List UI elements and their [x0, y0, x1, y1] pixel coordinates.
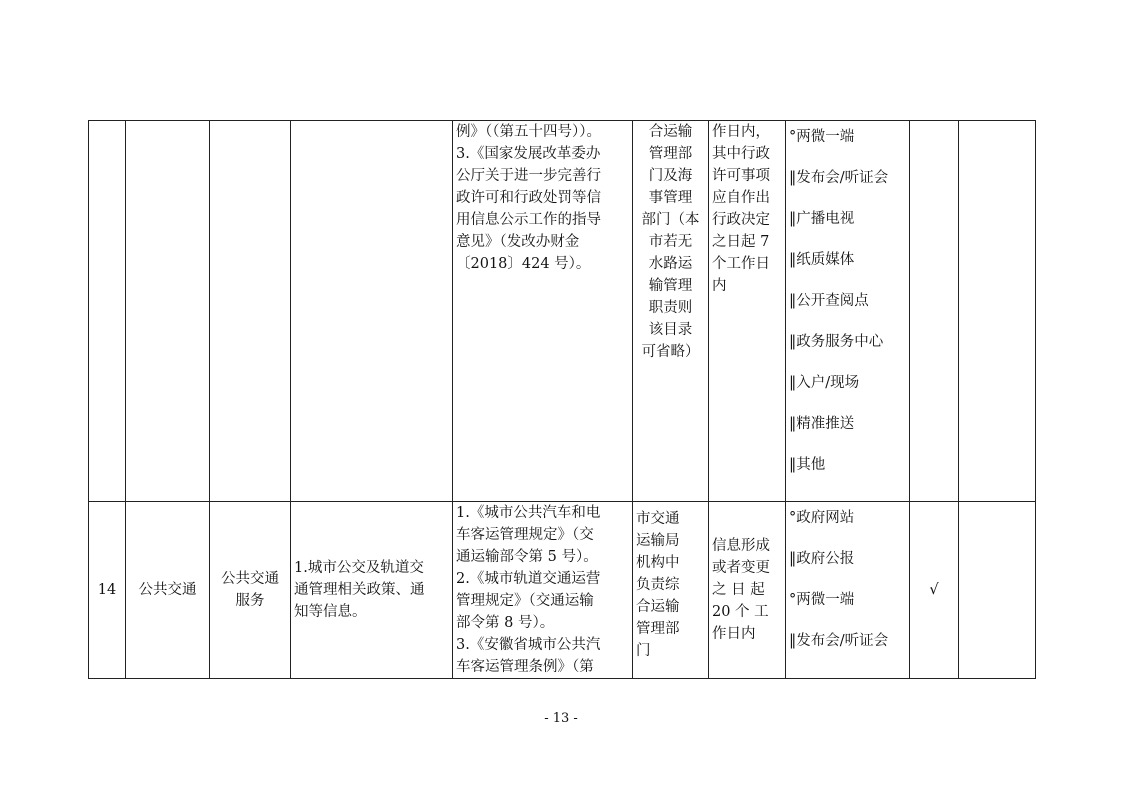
- cell-content: [291, 502, 453, 679]
- time-line: 之日起 7: [712, 234, 770, 250]
- time-line: 行政决定: [712, 212, 770, 228]
- basis-line: 通运输部令第 5 号）。: [456, 549, 598, 565]
- table-row: [89, 121, 1036, 502]
- cell-subject: [633, 502, 709, 679]
- content-line: 1.城市公交及轨道交: [294, 560, 424, 576]
- channel-option: °两微一端: [789, 129, 855, 145]
- subject-line: 管理部: [648, 146, 693, 162]
- basis-line: 公厅关于进一步完善行: [456, 168, 601, 184]
- cell-index: [89, 121, 126, 502]
- disclosure-table: [88, 120, 1036, 679]
- cell-category: [126, 121, 210, 502]
- basis-line: 〔2018〕424 号）。: [456, 256, 591, 272]
- channel-option: ‖广播电视: [789, 211, 855, 227]
- time-line: 个工作日: [712, 256, 770, 272]
- time-line: 许可事项: [712, 168, 770, 184]
- subject-line: 机构中: [636, 555, 680, 571]
- table-row: [89, 502, 1036, 679]
- cell-basis: [453, 121, 633, 502]
- cell-basis: [453, 502, 633, 679]
- cell-subject: [633, 121, 709, 502]
- subject-line: 部门（本: [641, 212, 700, 228]
- cell-mark-1: [910, 121, 959, 502]
- basis-line: 意见》（发改办财金: [456, 234, 580, 250]
- subject-line: 该目录: [648, 322, 693, 338]
- time-line: 信息形成: [712, 538, 770, 554]
- subject-line: 职责则: [648, 300, 693, 316]
- subcategory-line: 公共交通: [221, 571, 279, 587]
- channel-option: ‖发布会/听证会: [789, 170, 889, 186]
- subject-line: 市若无: [648, 234, 693, 250]
- subcategory-line: 服务: [235, 593, 265, 609]
- basis-line: 例》（（第五十四号））。: [456, 124, 601, 140]
- subject-line: 可省略）: [641, 344, 700, 360]
- cell-mark-1: √: [910, 502, 959, 679]
- channel-option: ‖精准推送: [789, 416, 855, 432]
- subject-line: 合运输: [636, 599, 680, 615]
- subject-line: 市交通: [636, 511, 680, 527]
- cell-channels: [786, 502, 910, 679]
- channel-option: ‖公开查阅点: [789, 293, 869, 309]
- basis-line: 1.《城市公共汽车和电: [456, 505, 601, 521]
- basis-line: 3.《国家发展改革委办: [456, 146, 601, 162]
- channel-option: ‖发布会/听证会: [789, 633, 889, 649]
- time-line: 20 个 工: [712, 604, 769, 620]
- time-line: 作日内，: [712, 124, 770, 140]
- basis-line: 部令第 8 号）。: [456, 615, 555, 631]
- cell-subcategory: [210, 502, 291, 679]
- channel-option: ‖其他: [789, 457, 826, 473]
- subject-line: 门: [636, 643, 651, 659]
- subject-line: 门及海: [648, 168, 693, 184]
- cell-time-limit: [709, 121, 786, 502]
- content-line: 通管理相关政策、通: [294, 582, 425, 598]
- channel-option: ‖纸质媒体: [789, 252, 855, 268]
- basis-line: 管理规定》（交通运输: [456, 593, 594, 609]
- cell-index: 14: [89, 502, 126, 679]
- basis-line: 政许可和行政处罚等信: [456, 190, 601, 206]
- cell-mark-2: [959, 502, 1036, 679]
- cell-mark-2: [959, 121, 1036, 502]
- subject-line: 管理部: [636, 621, 680, 637]
- time-line: 作日内: [712, 626, 756, 642]
- subject-line: 事管理: [648, 190, 693, 206]
- cell-time-limit: [709, 502, 786, 679]
- time-line: 或者变更: [712, 560, 770, 576]
- basis-line: 车客运管理规定》（交: [456, 527, 594, 543]
- subject-line: 输管理: [648, 278, 693, 294]
- cell-channels: [786, 121, 910, 502]
- time-line: 应自作出: [712, 190, 770, 206]
- time-line: 其中行政: [712, 146, 770, 162]
- channel-option: ‖政府公报: [789, 551, 855, 567]
- basis-line: 2.《城市轨道交通运营: [456, 571, 601, 587]
- channel-option: °两微一端: [789, 592, 855, 608]
- subject-line: 合运输: [648, 124, 693, 140]
- basis-line: 用信息公示工作的指导: [456, 212, 601, 228]
- channel-option: ‖入户/现场: [789, 375, 860, 391]
- cell-subcategory: [210, 121, 291, 502]
- subject-line: 水路运: [648, 256, 693, 272]
- channel-option: ‖政务服务中心: [789, 334, 884, 350]
- basis-line: 车客运管理条例》（第: [456, 659, 594, 675]
- cell-content: [291, 121, 453, 502]
- time-line: 之 日 起: [712, 582, 765, 598]
- content-line: 知等信息。: [294, 604, 367, 620]
- time-line: 内: [712, 278, 727, 294]
- subject-line: 运输局: [636, 533, 680, 549]
- cell-category: 公共交通: [126, 502, 210, 679]
- page-number: - 13 -: [544, 711, 578, 726]
- basis-line: 3.《安徽省城市公共汽: [456, 637, 601, 653]
- subject-line: 负责综: [636, 577, 680, 593]
- channel-option: °政府网站: [789, 510, 855, 526]
